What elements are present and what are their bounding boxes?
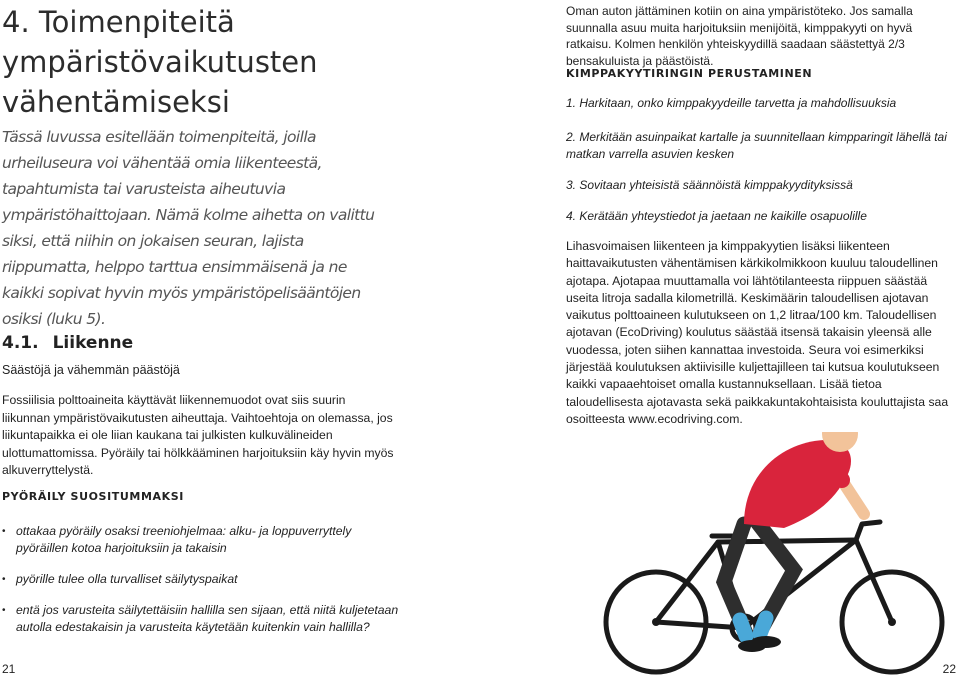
intro-paragraph-right: Oman auton jättäminen kotiin on aina ympäristöteko. Jos samalla suunnalla asuu muita harjoituksiin menijöitä, kimppakyyti on hyvä ratkaisu. Kolmen henkilön yhteiskyydillä saadaan säästettyä 2/3 bensakuluista ja päästöistä. [566, 4, 913, 68]
bullet-icon: • [2, 526, 6, 537]
list-item [0, 602, 400, 636]
chapter-title-line: 4. Toimenpiteitä [2, 5, 235, 39]
step-item: 4. Kerätään yhteystiedot ja jaetaan ne kaikille osapuolille [566, 209, 867, 223]
intro-paragraph: Tässä luvussa esitellään toimenpiteitä, joilla urheiluseura voi vähentää omia liikenteestä, tapahtumista tai varusteista aiheutuvia ympäristöhaittojaan. Nämä kolme aihetta on valittu siksi, että niihin on jokaisen seuran, lajista riippumatta, helppo tarttua ensimmäisenä ja ne kaikki sopivat hyvin myös ympäristöpelisääntöjen osiksi (luku 5). [2, 128, 375, 328]
section-heading [2, 333, 133, 353]
recommendation-heading: PYÖRÄILY SUOSITUMMAKSI [2, 490, 184, 503]
list-item [0, 523, 400, 557]
step-item: 3. Sovitaan yhteisistä säännöistä kimppakyydityksissä [566, 178, 853, 192]
list-item-text: pyörille tulee olla turvalliset säilytyspaikat [16, 572, 238, 586]
chapter-title-line: vähentämiseksi [2, 85, 230, 119]
step-item: 1. Harkitaan, onko kimppakyydeille tarvetta ja mahdollisuuksia [566, 96, 897, 110]
carpool-heading: KIMPPAKYYTIRINGIN PERUSTAMINEN [566, 67, 813, 80]
page-number-right: 22 [942, 662, 956, 676]
recommendation-list [0, 523, 400, 650]
section-subtitle: Säästöjä ja vähemmän päästöjä [2, 363, 180, 377]
list-item-text: entä jos varusteita säilytettäisiin hallilla sen sijaan, että niitä kuljetetaan autolla edestakaisin ja varusteita käytetään kuitenkin vain hallilla? [16, 603, 399, 634]
section-title: Liikenne [52, 333, 134, 353]
eco-driving-paragraph: Lihasvoimaisen liikenteen ja kimppakyytien lisäksi liikenteen haittavaikutusten vähentämisen kärkikolmikkoon kuuluu taloudellinen ajotapa. Ajotapaa muuttamalla voi lähtötilanteesta riippuen säästää useita litroja sadalla kilometrillä. Keskimäärin taloudellisen ajotavan vaikutus polttoaineen kulutukseen on 1,2 litraa/100 km. Taloudellisen ajotavan (EcoDriving) koulutus säästää itsensä takaisin yleensä alle vuodessa, joten siihen kannattaa investoida. Seura voi esimerkiksi järjestää koulutuksen aktiivisille kuljettajilleen tai kutsua koulutukseen kaikki vapaaehtoiset omalla kustannuksellaan. Lisää tietoa taloudellisesta ajotavasta sekä paikkakuntakohtaisista kouluttajista saa osoitteesta www.ecodriving.com. [566, 239, 949, 426]
section-number: 4.1. [2, 333, 39, 353]
page-number-left: 21 [2, 662, 16, 676]
body-paragraph: Fossiilisia polttoaineita käyttävät liikennemuodot ovat siis suurin liikunnan ympäristövaikutusten aiheuttaja. Vaihtoehtoja on olemassa, jos liikuntapaikka ei ole liian kaukana tai julkisten kulkuvälineiden ulottumattomissa. Pyöräily tai hölkkääminen harjoituksiin käy hyvin myös alkuverryttelystä. [2, 393, 394, 477]
bullet-icon: • [2, 574, 6, 585]
list-item [0, 571, 400, 588]
step-item: 2. Merkitään asuinpaikat kartalle ja suunnitellaan kimpparingit lähellä tai matkan varrella asuvien kesken [566, 130, 947, 161]
chapter-title [2, 2, 442, 122]
rider-jersey-icon [744, 440, 851, 528]
cyclist-illustration-icon [594, 432, 960, 678]
list-item-text: ottakaa pyöräily osaksi treeniohjelmaa: alku- ja loppuverryttely pyöräillen kotoa harjoituksiin ja takaisin [16, 524, 352, 555]
bullet-icon: • [2, 605, 6, 616]
chapter-title-line: ympäristövaikutusten [2, 45, 318, 79]
